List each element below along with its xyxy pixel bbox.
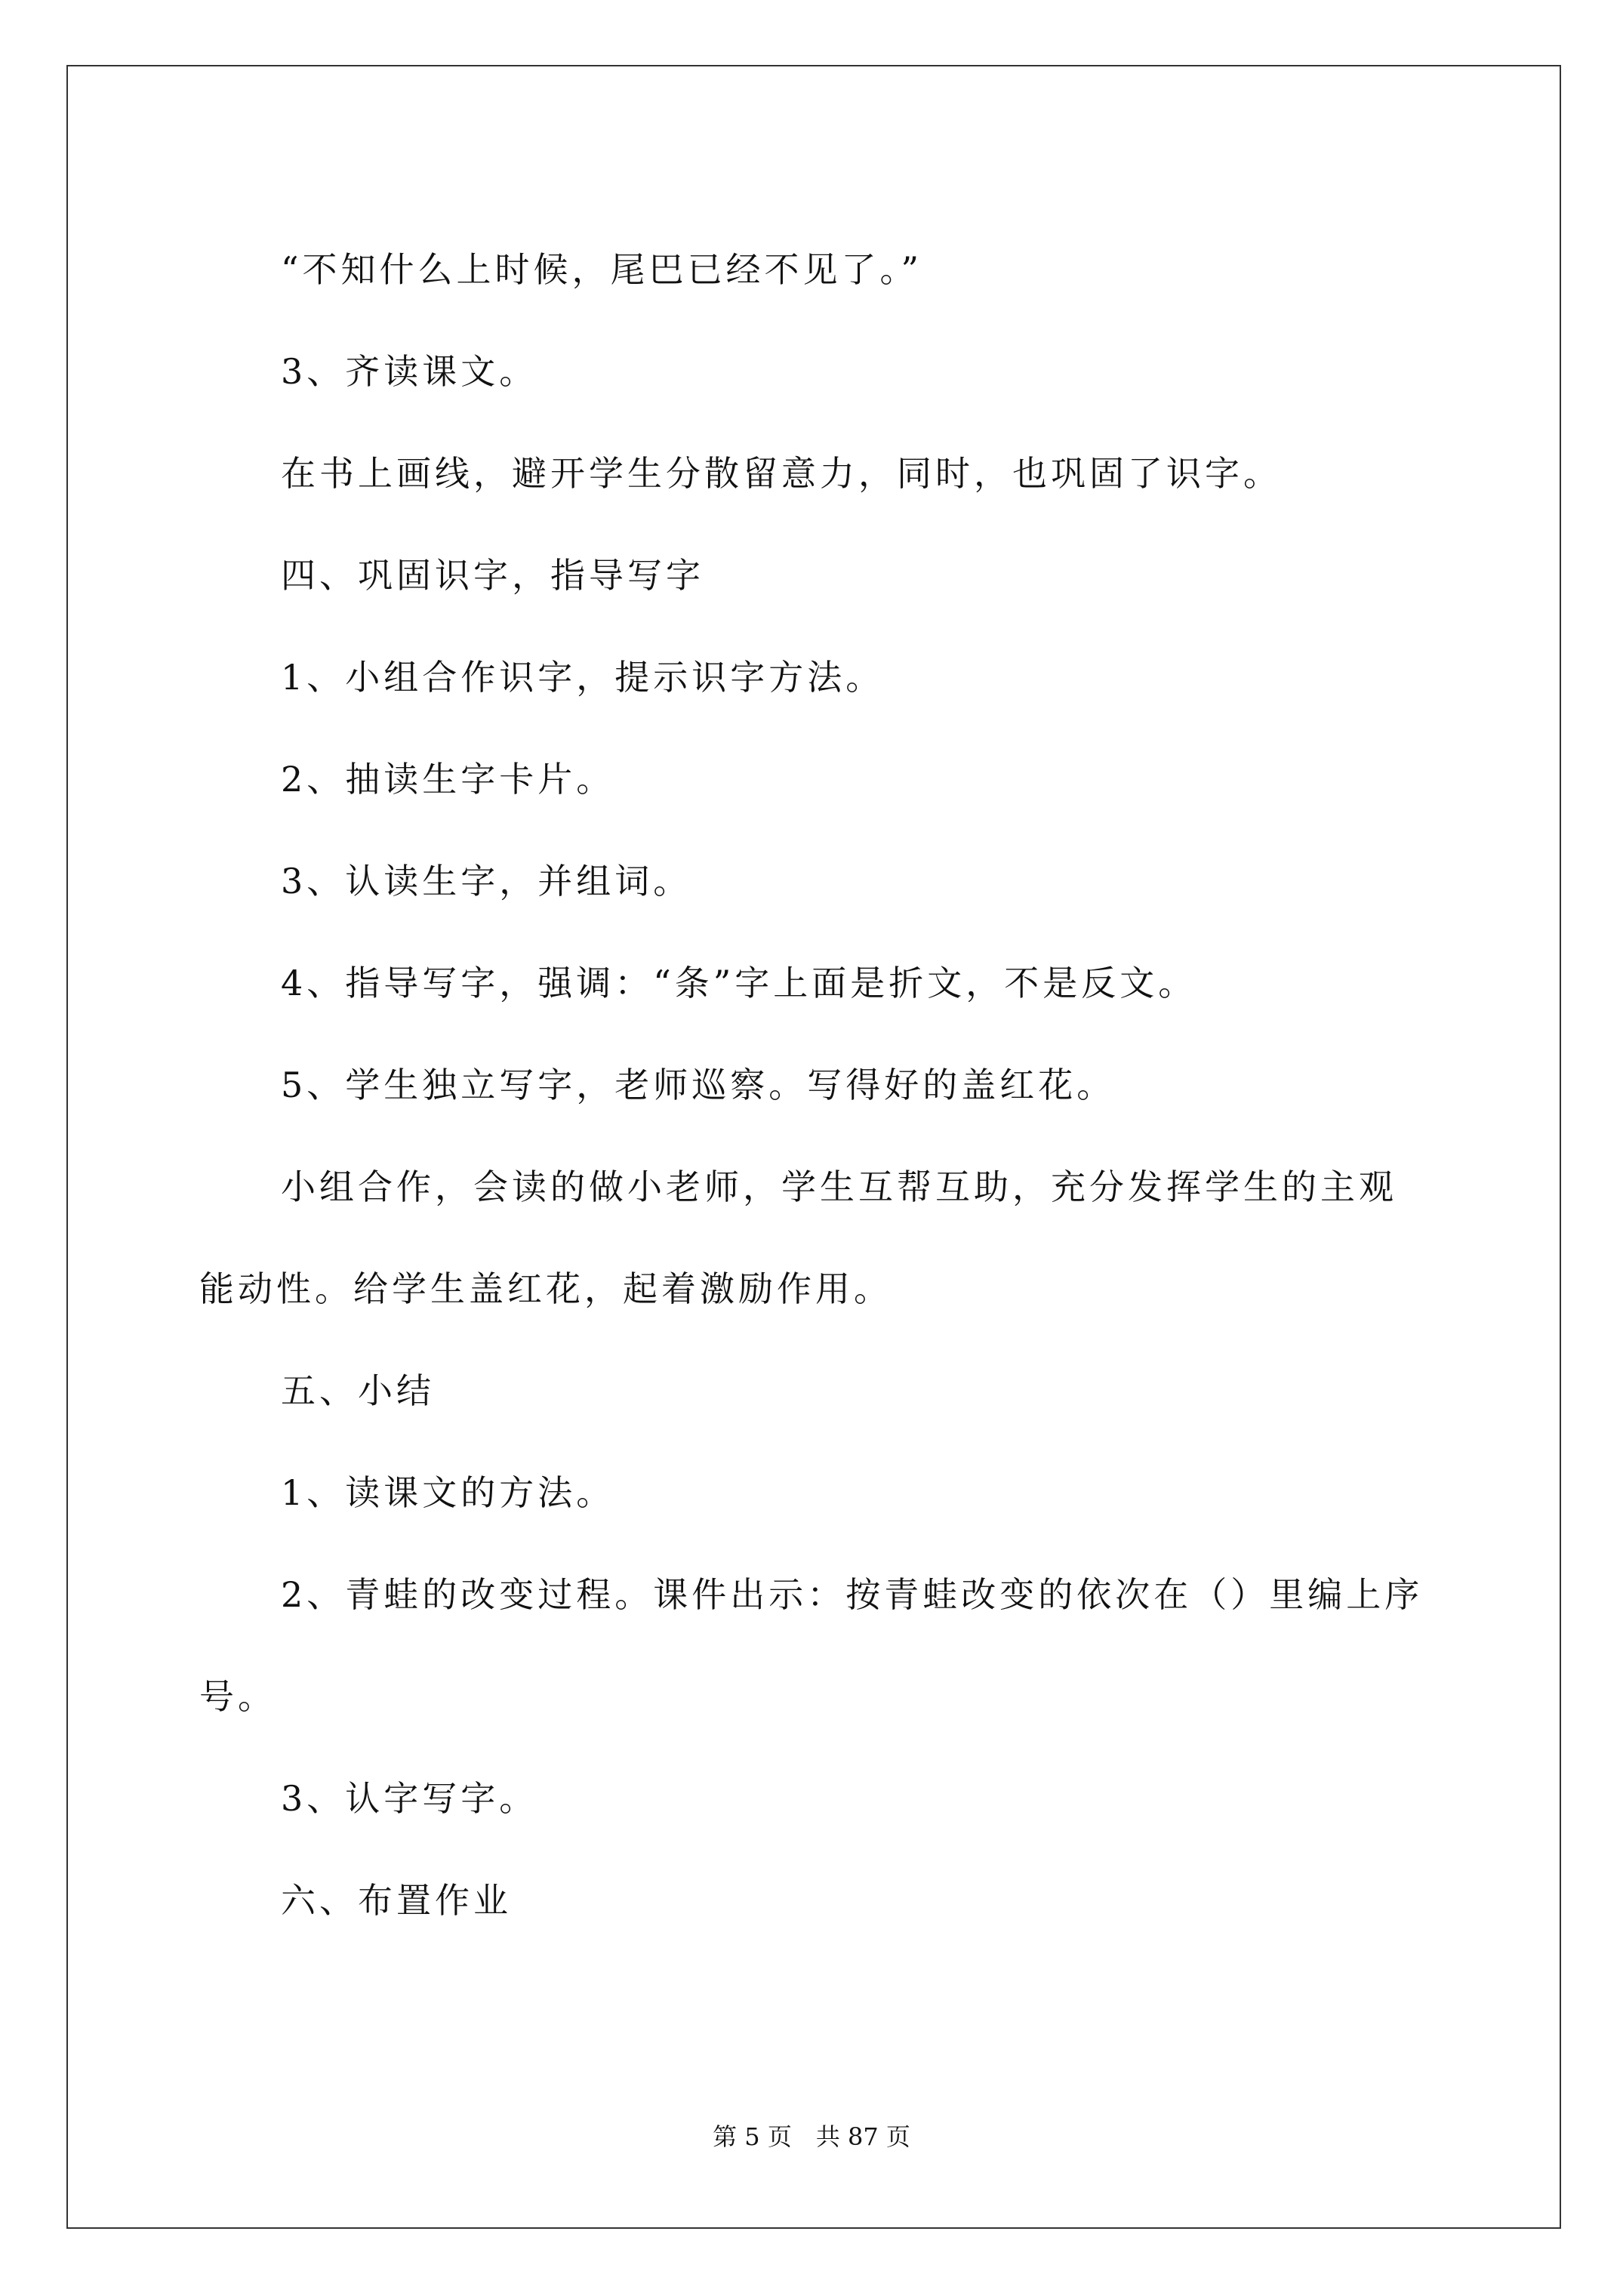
paragraph: 1、小组合作识字，提示识字方法。 [281, 657, 885, 698]
paragraph: 1、读课文的方法。 [281, 1472, 615, 1513]
paragraph: 2、抽读生字卡片。 [281, 759, 615, 800]
page-number: 第 5 页 共 87 页 [713, 2122, 910, 2151]
document-body [199, 219, 1430, 1952]
paragraph: 在书上画线，避开学生分散留意力，同时，也巩固了识字。 [281, 453, 1282, 494]
paragraph: 3、认字写字。 [281, 1778, 538, 1819]
section-heading: 四、巩固识字，指导写字 [281, 555, 704, 596]
section-heading: 五、小结 [281, 1370, 435, 1411]
paragraph: 3、齐读课文。 [281, 351, 538, 392]
paragraph: 4、指导写字，强调：“条”字上面是折文，不是反文。 [281, 963, 1197, 1003]
paragraph: “不知什么上时候，尾巴已经不见了。” [281, 249, 923, 290]
paragraph: 2、青蛙的改变过程。课件出示：按青蛙改变的依次在（）里编上序号。 [199, 1574, 1424, 1717]
paragraph: 5、学生独立写字，老师巡察。写得好的盖红花。 [281, 1065, 1116, 1105]
paragraph: 3、认读生字，并组词。 [281, 861, 692, 901]
section-heading: 六、布置作业 [281, 1880, 512, 1921]
paragraph: 小组合作，会读的做小老师，学生互帮互助，充分发挥学生的主观能动性。给学生盖红花，起着激励作用。 [199, 1166, 1397, 1309]
